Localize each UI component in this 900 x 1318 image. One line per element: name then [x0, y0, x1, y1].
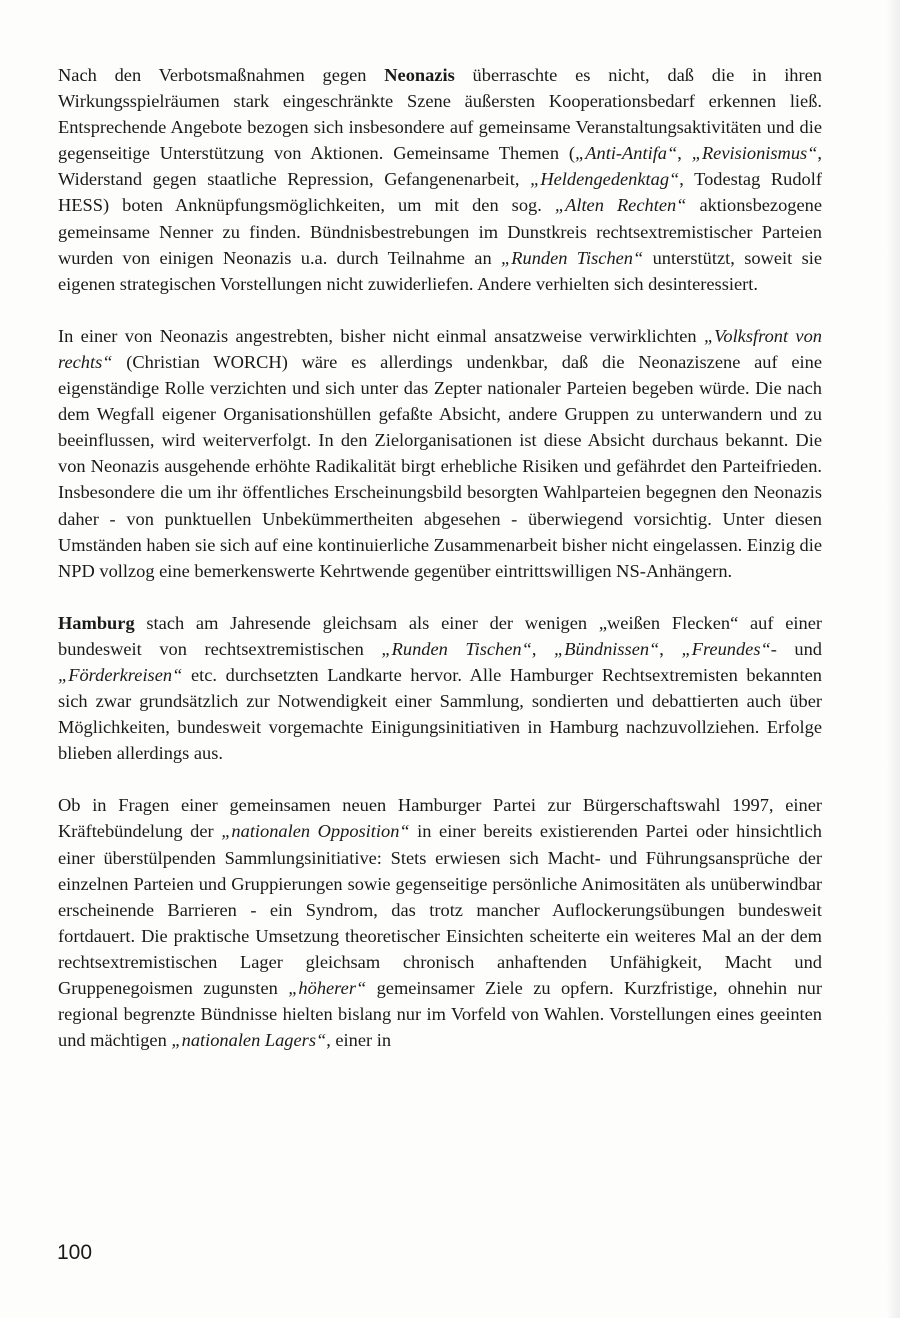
text-run: unterstützt, soweit sie eigenen strategischen Vorstellungen nicht zuwiderliefen. Andere verhielten sich desinteressiert. [58, 247, 823, 294]
italic-term: „Runden Tischen“ [501, 247, 644, 268]
italic-term: „höherer“ [288, 978, 367, 998]
body-text [58, 62, 822, 1053]
text-run: - und [770, 638, 823, 659]
text-run: überraschte es nicht, daß die in ihren Wirkungsspielräumen stark eingeschränkte Szene äußersten Kooperationsbedarf erkennen ließ. Entsprechende Angebote bezogen sich insbesondere auf gemeinsame Veranstaltungsaktivitäten und die gegenseitige Unterstützung von Aktionen. Gemeinsame Themen ( [58, 65, 822, 164]
bold-term: Neonazis [384, 65, 455, 85]
text-run: etc. durchsetzten Landkarte hervor. Alle Hamburger Rechtsextremisten bekannten sich zwar grundsätzlich zur Notwendigkeit einer Sammlung, sondierten und debattierten auch über Möglichkeiten, bundesweit vorgemachte Einigungsinitiativen in Hamburg nachzuvollziehen. Erfolge blieben allerdings aus. [58, 664, 822, 764]
italic-term: „Alten Rechten“ [554, 195, 687, 216]
paragraph [58, 62, 822, 297]
paragraph [58, 792, 822, 1053]
text-run: aktionsbezogene gemeinsame Nenner zu finden. Bündnisbestrebungen im Dunstkreis rechtsextremistischer Parteien wurden von einigen Neonazis u.a. durch Teilnahme an [58, 195, 823, 268]
italic-term: „Revisionismus“ [691, 143, 818, 164]
bold-term: Hamburg [58, 612, 135, 633]
text-run: in einer bereits existierenden Partei oder hinsichtlich einer überstülpenden Sammlungsinitiative: Stets erwiesen sich Macht- und Führungsansprüche der einzelnen Parteien und Gruppierungen sowie gegenseitige persönliche Animositäten als unüberwindbar erscheinende Barrieren - ein Syndrom, das trotz mancher Auflockerungsübungen bundesweit fortdauert. Die praktische Umsetzung theoretischer Einsichten scheiterte ein weiteres Mal an der dem rechtsextremistischen Lager gleichsam chronisch anhaftenden Unfähigkeit, Macht und Gruppenegoismen zugunsten [58, 821, 822, 998]
page-edge-shadow [886, 0, 900, 1318]
page-number: 100 [57, 1241, 93, 1264]
italic-term: „Heldengedenktag“ [530, 169, 680, 190]
text-run: gemeinsamer Ziele zu opfern. Kurzfristige, ohnehin nur regional begrenzte Bündnisse hielten bislang nur im Vorfeld von Wahlen. Vorstellungen eines geeinten und mächtigen [58, 978, 822, 1051]
paragraph [58, 610, 822, 767]
italic-term: „nationalen Opposition“ [221, 821, 410, 842]
italic-term: „nationalen Lagers“ [171, 1030, 327, 1051]
text-run: , Todestag Rudolf HESS) boten Anknüpfungsmöglichkeiten, um mit den sog. [58, 169, 822, 216]
text-run: , [531, 638, 555, 659]
italic-term: „Volksfront von rechts“ [58, 325, 822, 372]
text-run: , einer in [326, 1030, 392, 1051]
text-run: (Christian WORCH) wäre es allerdings undenkbar, daß die Neonaziszene auf eine eigenständige Rolle verzichten und sich unter das Zepter nationaler Parteien begeben würde. Die nach dem Wegfall eigener Organisationshüllen gefaßte Absicht, andere Gruppen zu unterwandern und zu beeinflussen, wird weiterverfolgt. In den Zielorganisationen ist diese Absicht durchaus bekannt. Die von Neonazis ausgehende erhöhte Radikalität birgt erhebliche Risiken und gefährdet den Parteifrieden. Insbesondere die um ihr öffentliches Erscheinungsbild besorgten Wahlparteien begegnen den Neonazis daher - von punktuellen Unbekümmertheiten abgesehen - überwiegend vorsichtig. Unter diesen Umständen haben sie sich auf eine kontinuierliche Zusammenarbeit bisher nicht eingelassen. Einzig die NPD vollzog eine bemerkenswerte Kehrtwende gegenüber eintrittswilligen NS-Anhängern. [58, 351, 822, 581]
italic-term: „Anti-Antifa“ [575, 143, 678, 164]
italic-term: „Bündnissen“ [554, 638, 660, 659]
italic-term: „Runden Tischen“ [381, 638, 532, 659]
italic-term: „Förderkreisen“ [58, 664, 183, 685]
text-run: , Widerstand gegen staatliche Repression, Gefangenenarbeit, [58, 143, 823, 190]
paragraph [58, 323, 822, 584]
text-run: Ob in Fragen einer gemeinsamen neuen Hamburger Partei zur Bürgerschaftswahl 1997, einer Kräftebündelung der [58, 795, 822, 842]
text-run: , [659, 638, 682, 659]
text-run: stach am Jahresende gleichsam als einer der wenigen „weißen Flecken“ auf einer bundesweit von rechtsextremistischen [58, 612, 822, 659]
text-run: In einer von Neonazis angestrebten, bisher nicht einmal ansatzweise verwirklichten [58, 325, 704, 346]
text-run: Nach den Verbotsmaßnahmen gegen [58, 65, 385, 85]
italic-term: „Freundes“ [681, 638, 771, 659]
text-run: , [677, 143, 692, 164]
